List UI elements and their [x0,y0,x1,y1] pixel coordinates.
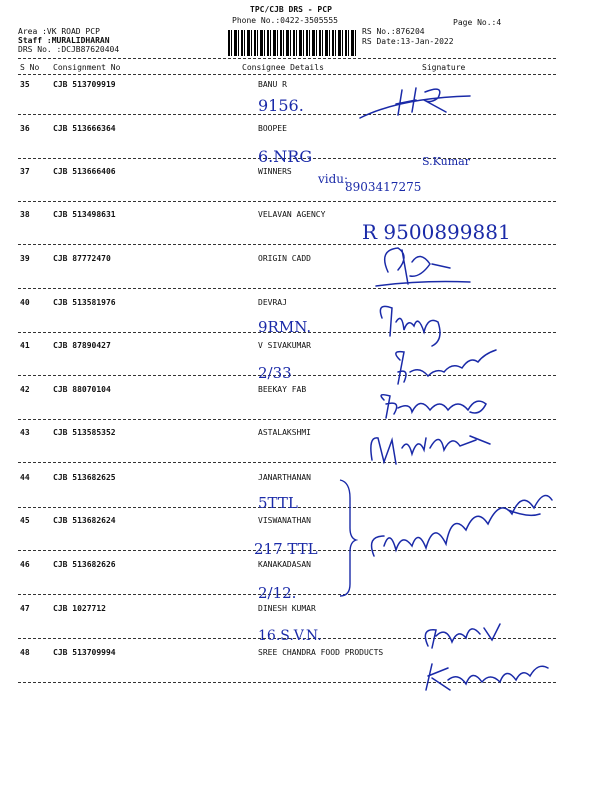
row-consignee-name: VELAVAN AGENCY [258,210,326,219]
area-label: Area :VK ROAD PCP [18,27,100,36]
signature-47 [425,624,500,648]
row-consignment-number: CJB 513682624 [53,516,116,525]
handwritten-note-38: R 9500899881 [362,220,511,244]
row-serial-number: 36 [20,124,30,133]
signature-42 [381,395,486,418]
row-consignee-name: VISWANATHAN [258,516,311,525]
handwritten-note-47: 16.S.V.N. [258,628,322,644]
row-consignment-number: CJB 87890427 [53,341,111,350]
row-consignment-number: CJB 513581976 [53,298,116,307]
row-consignee-name: KANAKADASAN [258,560,311,569]
row-consignee-name: SREE CHANDRA FOOD PRODUCTS [258,648,384,657]
row-consignee-name: JANARTHANAN [258,473,311,482]
document-title: TPC/CJB DRS - PCP [250,5,332,14]
column-header-consignee: Consignee Details [242,63,324,72]
signature-39 [376,248,470,286]
column-header-sno: S No [20,63,40,72]
handwritten-note-41: 2/33 [258,364,292,382]
row-consignee-name: ORIGIN CADD [258,254,311,263]
row-consignment-number: CJB 87772470 [53,254,111,263]
handwritten-note-35: 9156. [258,96,304,115]
signature-35 [360,88,470,118]
row-serial-number: 40 [20,298,30,307]
column-header-consignment: Consignment No [53,63,121,72]
row-consignee-name: DINESH KUMAR [258,604,316,613]
row-serial-number: 42 [20,385,30,394]
handwritten-note-36b: S.Kumar [422,155,470,168]
phone-number: Phone No.:0422-3505555 [232,16,338,25]
row-serial-number: 48 [20,648,30,657]
column-header-signature: Signature [422,63,466,72]
row-consignee-name: BANU R [258,80,287,89]
handwritten-note-45: 217 TTL [254,540,318,558]
drs-number: DRS No. :DCJB87620404 [18,45,120,54]
row-consignment-number: CJB 513709994 [53,648,116,657]
row-consignment-number: CJB 513682625 [53,473,116,482]
signature-43 [371,436,490,464]
row-serial-number: 46 [20,560,30,569]
row-serial-number: 37 [20,167,30,176]
rs-date: RS Date:13-Jan-2022 [362,37,454,46]
handwritten-note-37: 8903417275 [345,180,422,194]
row-serial-number: 41 [20,341,30,350]
signature-44-46 [372,496,552,557]
row-serial-number: 38 [20,210,30,219]
handwritten-note-44: 5TTL [258,494,298,512]
row-consignee-name: BOOPEE [258,124,287,133]
handwritten-note-46: 2/12. [258,584,297,602]
row-consignment-number: CJB 513585352 [53,428,116,437]
handwritten-note-37b: vidu: [318,172,349,186]
row-serial-number: 35 [20,80,30,89]
row-serial-number: 45 [20,516,30,525]
signature-41 [396,350,496,384]
handwritten-note-36: 6.NRG [258,147,313,166]
row-consignee-name: V SIVAKUMAR [258,341,311,350]
handwritten-note-40: 9RMN. [258,318,312,336]
row-consignee-name: BEEKAY FAB [258,385,307,394]
row-consignment-number: CJB 513682626 [53,560,116,569]
staff-label: Staff :MURALIDHARAN [18,36,110,45]
row-serial-number: 43 [20,428,30,437]
row-consignment-number: CJB 1027712 [53,604,106,613]
row-serial-number: 39 [20,254,30,263]
signature-40 [380,306,440,346]
row-consignee-name: DEVRAJ [258,298,287,307]
row-consignment-number: CJB 88070104 [53,385,111,394]
row-serial-number: 47 [20,604,30,613]
rs-number: RS No.:876204 [362,27,425,36]
row-consignment-number: CJB 513666364 [53,124,116,133]
page-number: Page No.:4 [453,18,502,27]
row-consignee-name: WINNERS [258,167,292,176]
row-serial-number: 44 [20,473,30,482]
row-consignment-number: CJB 513666406 [53,167,116,176]
row-consignment-number: CJB 513709919 [53,80,116,89]
row-consignment-number: CJB 513498631 [53,210,116,219]
signature-48 [426,664,548,690]
row-consignee-name: ASTALAKSHMI [258,428,311,437]
